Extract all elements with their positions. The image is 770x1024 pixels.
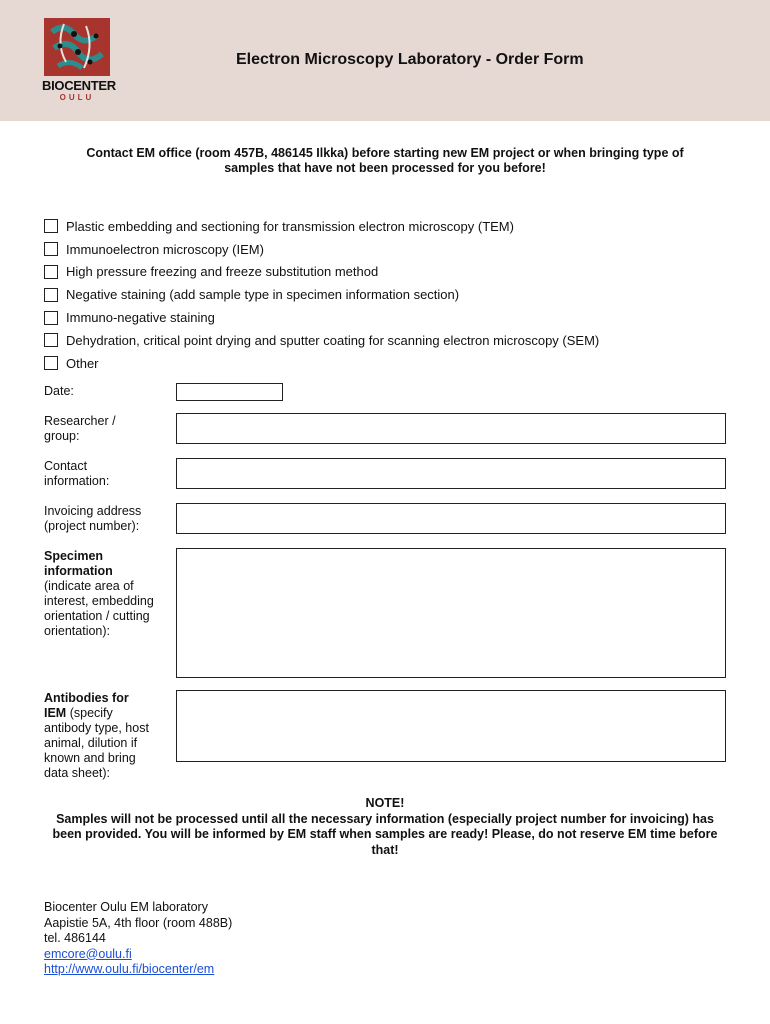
email-link[interactable]: emcore@oulu.fi: [44, 946, 132, 961]
note-heading: NOTE!: [365, 796, 405, 810]
lab-contact-footer: [44, 900, 232, 978]
antibodies-label-line: data sheet):: [44, 766, 111, 780]
antibodies-label-line: known and bring: [44, 751, 136, 765]
antibodies-label-bold: Antibodies for: [44, 691, 129, 705]
contact-label: [44, 459, 109, 489]
invoicing-label-line: Invoicing address: [44, 504, 142, 518]
option-immuno-negative[interactable]: [44, 306, 599, 329]
option-other[interactable]: [44, 352, 599, 375]
option-tem[interactable]: [44, 215, 599, 238]
logo-name: BIOCENTER: [42, 78, 116, 93]
contact-label-line: Contact: [44, 459, 88, 473]
footer-line: Biocenter Oulu EM laboratory: [44, 900, 208, 914]
checkbox-negative-staining[interactable]: [44, 288, 58, 302]
researcher-label: [44, 414, 116, 444]
option-hpf[interactable]: [44, 261, 599, 284]
antibodies-label-line: animal, dilution if: [44, 736, 138, 750]
page-title: Electron Microscopy Laboratory - Order Form: [236, 51, 584, 68]
antibodies-field[interactable]: [176, 690, 726, 762]
antibodies-label-line: antibody type, host: [44, 721, 149, 735]
option-label: Other: [66, 355, 99, 371]
antibodies-label-line: [44, 706, 149, 721]
specimen-label-bold: Specimen: [44, 549, 104, 563]
date-label: Date:: [44, 384, 74, 398]
specimen-field[interactable]: [176, 548, 726, 678]
specimen-label-line: (indicate area of: [44, 579, 134, 593]
specimen-label-bold: information: [44, 564, 113, 578]
page-header: [0, 0, 770, 121]
contact-label-line: information:: [44, 474, 110, 488]
invoicing-field[interactable]: [176, 503, 726, 534]
note-block: [40, 796, 730, 858]
logo-emblem: [44, 18, 110, 76]
contact-notice: Contact EM office (room 457B, 486145 Ilkka) before starting new EM project or when bringing type of samples that have not been processed for you before!: [86, 146, 684, 175]
option-label: Immunoelectron microscopy (IEM): [66, 241, 264, 257]
checkbox-hpf[interactable]: [44, 265, 58, 279]
website-link[interactable]: http://www.oulu.fi/biocenter/em: [44, 962, 215, 976]
researcher-label-line: group:: [44, 429, 80, 443]
researcher-label-line: Researcher /: [44, 414, 116, 428]
invoicing-label-line: (project number):: [44, 519, 140, 533]
contact-field[interactable]: [176, 458, 726, 489]
date-field[interactable]: [176, 383, 283, 401]
service-options: [44, 215, 599, 375]
checkbox-immuno-negative[interactable]: [44, 311, 58, 325]
antibodies-label-text: (specify: [66, 706, 113, 720]
option-label: Immuno-negative staining: [66, 310, 215, 326]
specimen-label-line: orientation):: [44, 624, 111, 638]
specimen-label-line: interest, embedding: [44, 594, 154, 608]
specimen-label-line: orientation / cutting: [44, 609, 150, 623]
antibodies-label-bold: IEM: [44, 706, 67, 720]
checkbox-iem[interactable]: [44, 242, 58, 256]
molecule-emblem-icon: [44, 18, 110, 76]
option-label: Dehydration, critical point drying and sputter coating for scanning electron microscopy (SEM): [66, 332, 600, 348]
option-label: Plastic embedding and sectioning for transmission electron microscopy (TEM): [66, 218, 514, 234]
checkbox-tem[interactable]: [44, 219, 58, 233]
biocenter-oulu-logo: [42, 18, 116, 103]
option-negative-staining[interactable]: [44, 283, 599, 306]
researcher-field[interactable]: [176, 413, 726, 444]
option-label: High pressure freezing and freeze substitution method: [66, 264, 379, 280]
checkbox-other[interactable]: [44, 356, 58, 370]
option-label: Negative staining (add sample type in specimen information section): [66, 287, 460, 303]
logo-subtitle: OULU: [59, 93, 95, 102]
footer-line: Aapistie 5A, 4th floor (room 488B): [44, 915, 233, 930]
footer-line: tel. 486144: [44, 931, 106, 945]
antibodies-label: [44, 691, 149, 781]
invoicing-label: [44, 504, 141, 534]
option-sem[interactable]: [44, 329, 599, 352]
checkbox-sem[interactable]: [44, 333, 58, 347]
option-iem[interactable]: [44, 238, 599, 261]
note-body: Samples will not be processed until all the necessary information (especially project number for invoicing) has been provided. You will be informed by EM staff when samples are ready! Please, do not reserve EM time before that!: [52, 811, 718, 857]
specimen-label: [44, 549, 154, 639]
